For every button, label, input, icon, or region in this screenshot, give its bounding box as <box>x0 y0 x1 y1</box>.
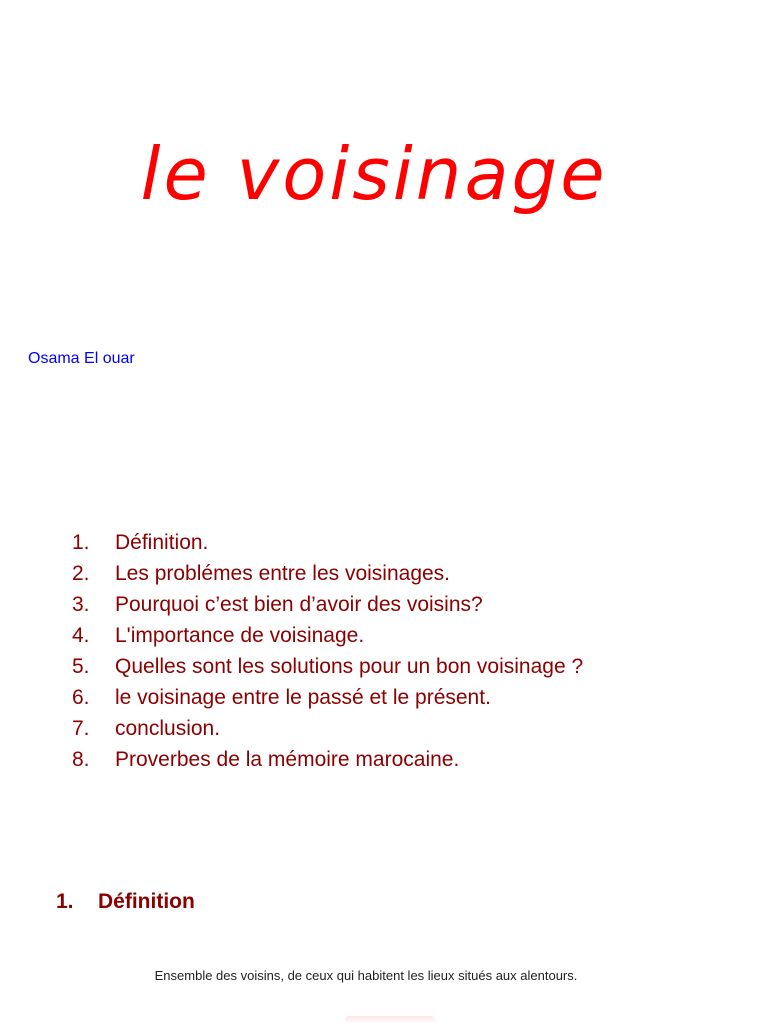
definition-text: Ensemble des voisins, de ceux qui habitent les lieux situés aux alentours. <box>154 968 578 983</box>
toc-item-number: 6. <box>72 686 90 709</box>
toc-item-text: Les problémes entre les voisinages. <box>115 562 451 585</box>
toc-item <box>72 744 612 775</box>
toc-item-text: Pourquoi c’est bien d’avoir des voisins? <box>115 593 483 616</box>
toc-item-text: Proverbes de la mémoire marocaine. <box>115 748 460 771</box>
toc-item-number: 5. <box>72 655 90 678</box>
document-title: le voisinage <box>140 132 608 216</box>
toc-item-text: le voisinage entre le passé et le présent. <box>115 686 491 709</box>
toc-item-text: Quelles sont les solutions pour un bon voisinage ? <box>115 655 584 678</box>
toc-item <box>72 589 612 620</box>
toc-item <box>72 651 612 682</box>
section-title: Définition <box>98 890 195 913</box>
section-heading <box>56 890 195 914</box>
toc-item <box>72 558 612 589</box>
toc-item-number: 4. <box>72 624 90 647</box>
toc-item-text: Définition. <box>115 531 209 554</box>
toc-item <box>72 682 612 713</box>
toc-item-number: 8. <box>72 748 90 771</box>
toc-item <box>72 713 612 744</box>
toc-item-number: 7. <box>72 717 90 740</box>
toc-item <box>72 620 612 651</box>
toc-item-number: 2. <box>72 562 90 585</box>
toc-item-number: 1. <box>72 531 90 554</box>
section-number: 1. <box>56 890 74 913</box>
toc-item-text: L'importance de voisinage. <box>115 624 365 647</box>
table-of-contents <box>72 527 612 775</box>
toc-item <box>72 527 612 558</box>
toc-item-number: 3. <box>72 593 90 616</box>
cropped-image-fragment <box>345 1016 435 1024</box>
toc-item-text: conclusion. <box>115 717 221 740</box>
author-name: Osama El ouar <box>28 350 135 367</box>
